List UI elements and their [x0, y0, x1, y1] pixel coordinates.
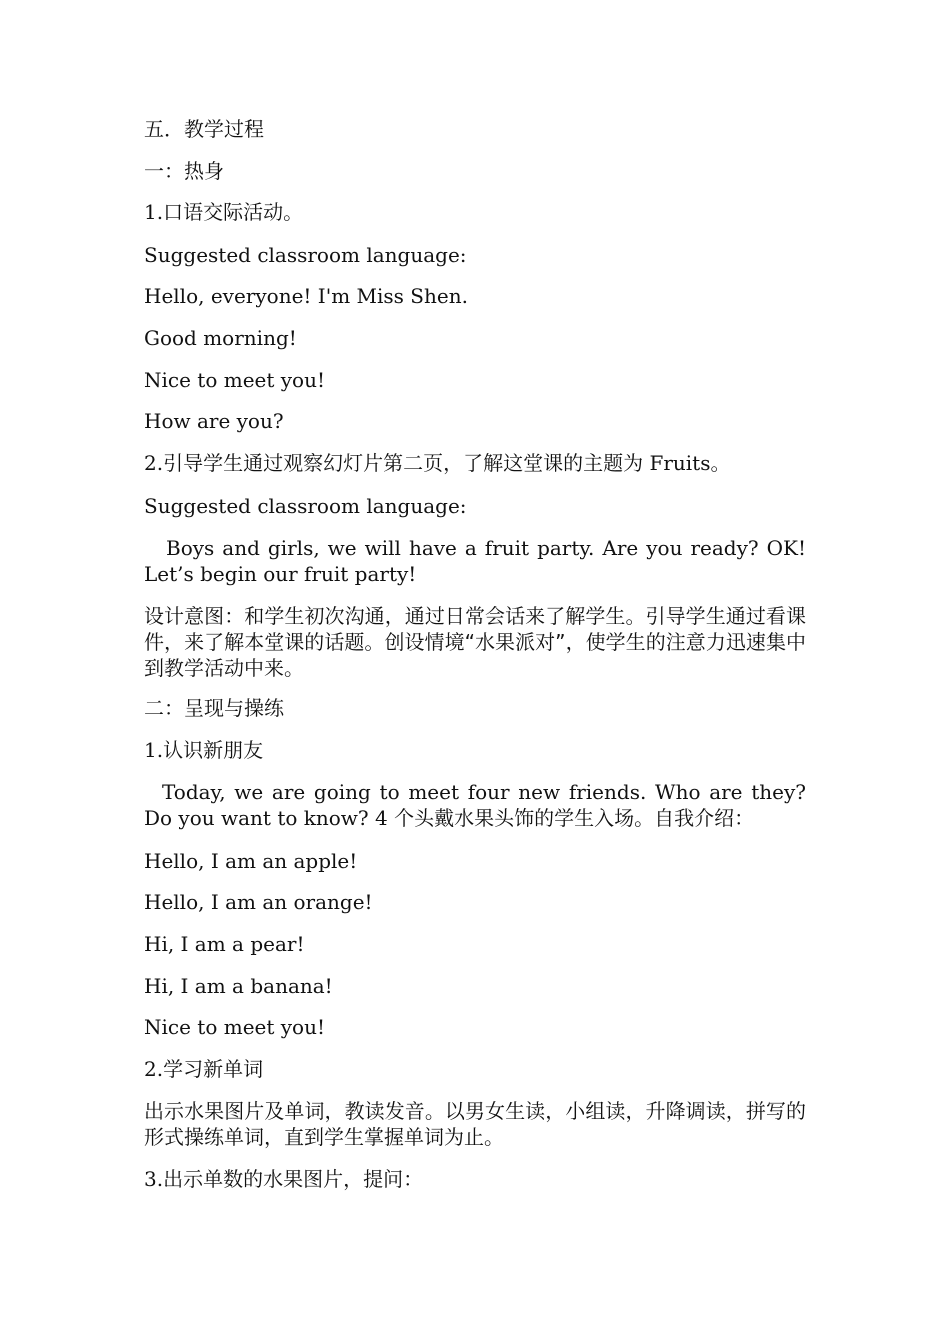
activity-item-1: 1.口语交际活动。 [144, 200, 304, 224]
activity-item-3: 3.出示单数的水果图片，提问： [144, 1167, 424, 1191]
dialogue-line: Hi, I am a banana! [144, 974, 333, 998]
activity-item-2: 2.学习新单词 [144, 1057, 264, 1081]
design-intent-paragraph: 设计意图：和学生初次沟通，通过日常会话来了解学生。引导学生通过看课件，来了解本堂课的话题。创设情境“水果派对”，使学生的注意力迅速集中到教学活动中来。 [144, 604, 806, 680]
activity-item-1: 1.认识新朋友 [144, 738, 264, 762]
dialogue-line: Hello, I am an apple! [144, 849, 358, 873]
dialogue-line: Hi, I am a pear! [144, 932, 305, 956]
dialogue-line: Nice to meet you! [144, 1015, 326, 1039]
dialogue-line: How are you? [144, 409, 284, 433]
dialogue-line: Hello, I am an orange! [144, 890, 373, 914]
dialogue-line: Hello, everyone! I'm Miss Shen. [144, 284, 468, 308]
dialogue-line: Nice to meet you! [144, 368, 326, 392]
language-label: Suggested classroom language: [144, 243, 467, 267]
section-heading: 五．教学过程 [144, 117, 264, 141]
dialogue-paragraph: Boys and girls, we will have a fruit party. Are you ready? OK! Let’s begin our fruit party! [144, 536, 806, 586]
subsection-heading-warmup: 一：热身 [144, 159, 224, 183]
intro-paragraph: Today, we are going to meet four new friends. Who are they? Do you want to know? 4 个头戴水果头饰的学生入场。自我介绍： [144, 780, 806, 830]
language-label: Suggested classroom language: [144, 494, 467, 518]
activity-item-2: 2.引导学生通过观察幻灯片第二页，了解这堂课的主题为 Fruits。 [144, 451, 731, 475]
practice-paragraph: 出示水果图片及单词，教读发音。以男女生读，小组读，升降调读，拼写的形式操练单词，直到学生掌握单词为止。 [144, 1099, 806, 1149]
subsection-heading-presentation: 二：呈现与操练 [144, 696, 284, 720]
dialogue-line: Good morning! [144, 326, 297, 350]
